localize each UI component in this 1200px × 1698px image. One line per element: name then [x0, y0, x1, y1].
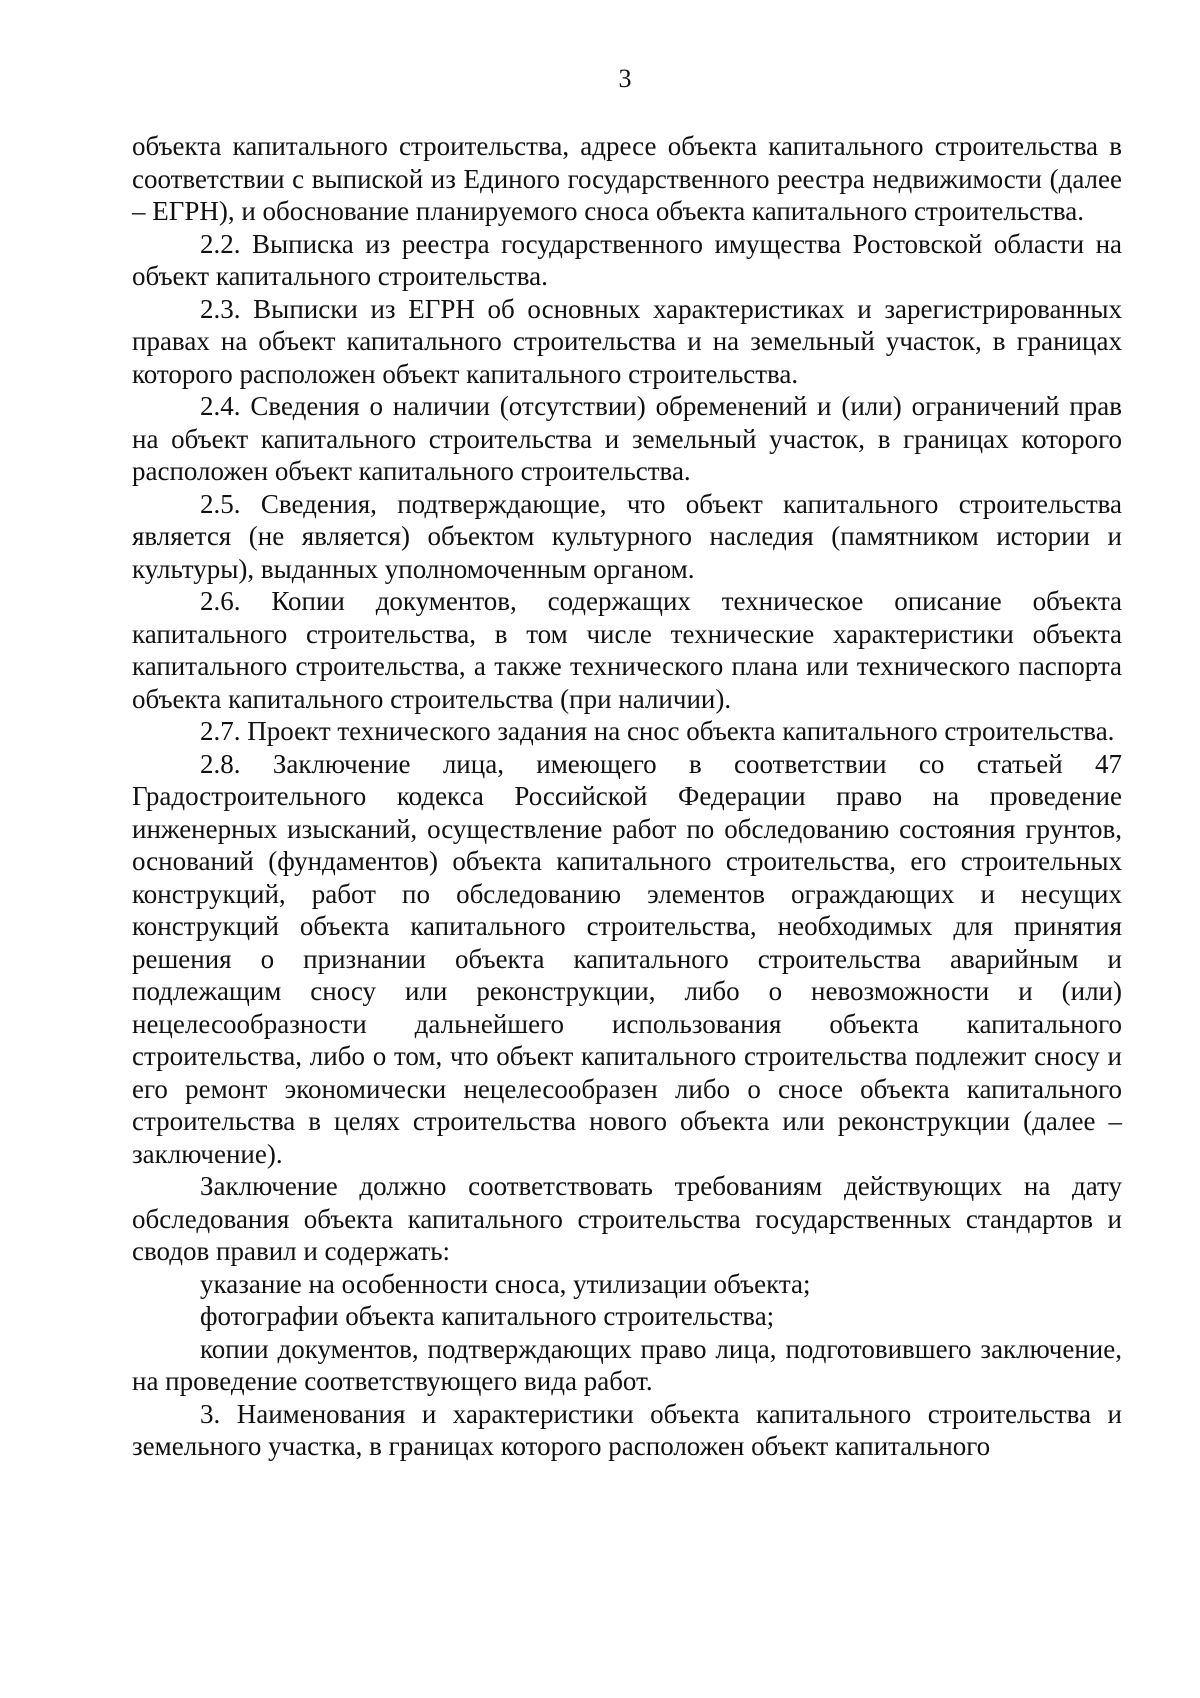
paragraph-conclusion-requirements: Заключение должно соответствовать требованиям действующих на дату обследования объекта капитального строительства государственных стандартов и сводов правил и содержать:	[132, 1171, 1122, 1266]
paragraph-2-3: 2.3. Выписки из ЕГРН об основных характеристиках и зарегистрированных правах на объект капитального строительства и на земельный участок, в границах которого расположен объект капитального строительства.	[132, 293, 1122, 389]
list-item-photographs: фотографии объекта капитального строительства;	[200, 1301, 775, 1331]
list-item-demolition-features: указание на особенности сноса, утилизации объекта;	[200, 1268, 811, 1299]
paragraph-2-4: 2.4. Сведения о наличии (отсутствии) обременений и (или) ограничений прав на объект капитального строительства и земельный участок, в границах которого расположен объект капитального строительства.	[132, 391, 1122, 486]
document-body	[132, 130, 1122, 1463]
paragraph-2-8: 2.8. Заключение лица, имеющего в соответствии со статьей 47 Градостроительного кодекса Российской Федерации право на проведение инженерных изысканий, осуществление работ по обследованию состояния грунтов, оснований (фундаментов) объекта капитального строительства, его строительных конструкций, работ по обследованию элементов ограждающих и несущих конструкций объекта капитального строительства, необходимых для принятия решения о признании объекта капитального строительства аварийным и подлежащим сносу или реконструкции, либо о невозможности и (или) нецелесообразности дальнейшего использования объекта капитального строительства, либо о том, что объект капитального строительства подлежит сносу и его ремонт экономически нецелесообразен либо о сносе объекта капитального строительства в целях строительства нового объекта или реконструкции (далее – заключение).	[132, 748, 1122, 1169]
list-item-document-copies: копии документов, подтверждающих право лица, подготовившего заключение, на проведение соответствующего вида работ.	[132, 1333, 1122, 1396]
paragraph-2-6: 2.6. Копии документов, содержащих техническое описание объекта капитального строительства, в том числе технические характеристики объекта капитального строительства, а также технического плана или технического паспорта объекта капитального строительства (при наличии).	[132, 586, 1122, 714]
paragraph-2-5: 2.5. Сведения, подтверждающие, что объект капитального строительства является (не является) объектом культурного наследия (памятником истории и культуры), выданных уполномоченным органом.	[132, 488, 1122, 584]
paragraph-2-2: 2.2. Выписка из реестра государственного имущества Ростовской области на объект капитального строительства.	[132, 228, 1122, 291]
paragraph-3: 3. Наименования и характеристики объекта капитального строительства и земельного участка, в границах которого расположен объект капитального	[132, 1398, 1122, 1461]
page-number: 3	[618, 64, 632, 93]
paragraph-2-7: 2.7. Проект технического задания на снос объекта капитального строительства.	[200, 716, 1115, 746]
paragraph-intro-continuation: объекта капитального строительства, адресе объекта капитального строительства в соответствии с выпиской из Единого государственного реестра недвижимости (далее – ЕГРН), и обоснование планируемого сноса объекта капитального строительства.	[132, 131, 1122, 226]
